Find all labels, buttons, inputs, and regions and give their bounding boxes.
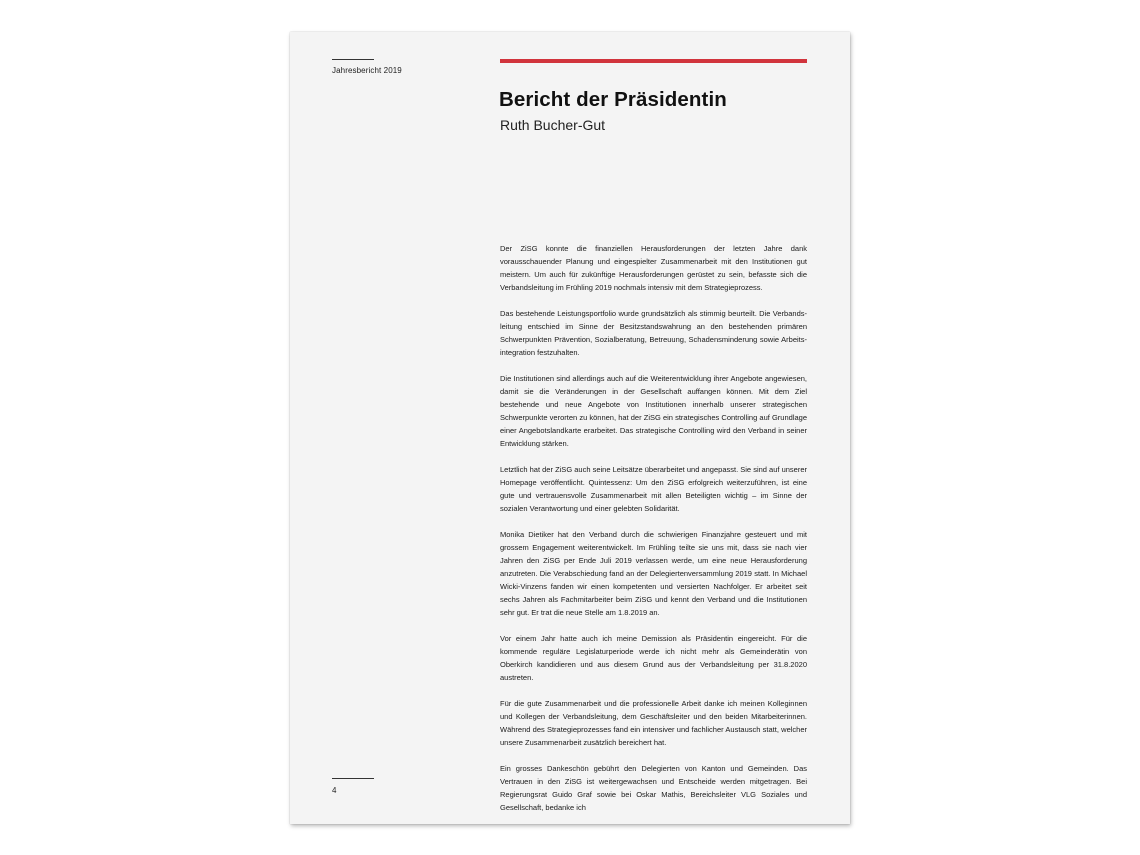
- paragraph: Der ZiSG konnte die finanziellen Herausforderungen der letzten Jahre dank vorausschauender Planung und eingespielter Zusammenarbeit mit den Institutionen gut meistern. Um auch für zukünftige Herausforderungen gerüstet zu sein, befasste sich die Verbandsleitung im Frühling 2019 nochmals intensiv mit dem Strategieprozess.: [500, 244, 807, 292]
- page-title: Bericht der Präsidentin: [499, 88, 727, 111]
- document-page: [290, 32, 850, 824]
- body-text: [500, 242, 807, 812]
- accent-bar: [500, 59, 807, 63]
- footer-rule: [332, 778, 374, 779]
- paragraph: Letztlich hat der ZiSG auch seine Leitsätze überarbeitet und angepasst. Sie sind auf unserer Homepage veröffentlicht. Quintessenz: Um den ZiSG erfolgreich weiterzuführen, ist eine gute und vertrauensvolle Zusammenarbeit mit allen Beteiligten wichtig – im Sinne der sozialen Verantwortung und einer gelebten Solidarität.: [500, 465, 807, 513]
- page-number: 4: [332, 786, 337, 795]
- paragraph: Für die gute Zusammenarbeit und die professionelle Arbeit danke ich meinen Kolleginnen und Kollegen der Verbandsleitung, dem Geschäftsleiter und den beiden Mitarbeiterinnen. Während des Strategieprozesses fand ein intensiver und fachlicher Austausch statt, welcher unsere Zusammenarbeit zusätzlich bereichert hat.: [500, 699, 807, 747]
- report-label: Jahresbericht 2019: [332, 66, 402, 75]
- header-rule: [332, 59, 374, 60]
- paragraph: Ein grosses Dankeschön gebührt den Delegierten von Kanton und Gemeinden. Das Vertrauen in den ZiSG ist weitergewachsen und Entscheide werden mitgetragen. Bei Regierungsrat Guido Graf sowie bei Oskar Mathis, Bereichsleiter VLG Soziales und Gesellschaft, bedanke ich: [500, 764, 807, 812]
- paragraph: Monika Dietiker hat den Verband durch die schwierigen Finanzjahre gesteuert und mit grossem Engagement weiterentwickelt. Im Frühling teilte sie uns mit, dass sie nach vier Jahren den ZiSG per Ende Juli 2019 verlassen werde, um eine neue Herausforderung anzutreten. Die Verabschiedung fand an der Delegiertenversammlung 2019 statt. In Michael Wicki-Vinzens fanden wir einen kompetenten und versierten Nachfolger. Er arbeitet seit sechs Jahren als Fachmitarbeiter beim ZiSG und kennt den Verband und die Institutionen sehr gut. Er trat die neue Stelle am 1.8.2019 an.: [500, 530, 807, 617]
- paragraph: Vor einem Jahr hatte auch ich meine Demission als Präsidentin eingereicht. Für die kommende reguläre Legislaturperiode werde ich nicht mehr als Gemeinderätin von Oberkirch kandidieren und aus diesem Grund aus der Verbandsleitung per 31.8.2020 austreten.: [500, 634, 807, 682]
- author-name: Ruth Bucher-Gut: [500, 117, 606, 133]
- paragraph: Das bestehende Leistungsportfolio wurde grundsätzlich als stimmig beurteilt. Die Verbandsleitung entschied im Sinne der Besitzstandswahrung an den bestehenden primären Schwerpunkten Prävention, Sozialberatung, Betreuung, Schadensminderung sowie Arbeitsintegration festzuhalten.: [500, 309, 807, 357]
- paragraph: Die Institutionen sind allerdings auch auf die Weiterentwicklung ihrer Angebote angewiesen, damit sie die Veränderungen in der Gesellschaft auffangen können. Mit dem Ziel bestehende und neue Angebote von Institutionen innerhalb unserer strategischen Schwerpunkte verorten zu können, hat der ZiSG ein strategisches Controlling auf Grundlage einer Angebotslandkarte erarbeitet. Das strategische Controlling wird den Verband in seiner Entwicklung stärken.: [500, 374, 807, 448]
